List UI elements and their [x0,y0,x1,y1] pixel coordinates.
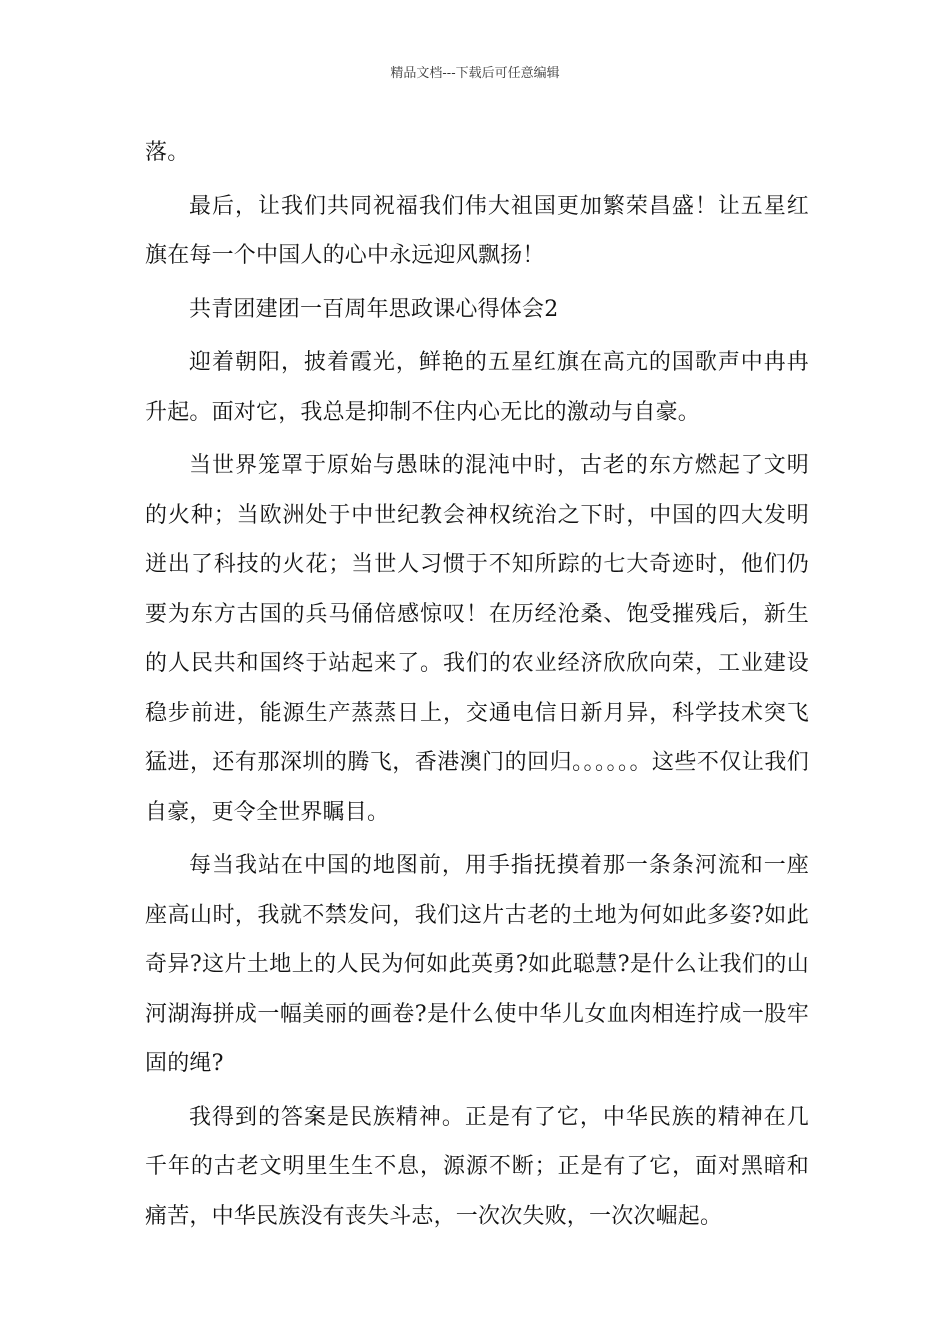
paragraph: 落。 [145,140,190,165]
paragraph: 我得到的答案是民族精神。正是有了它，中华民族的精神在几千年的古老文明里生生不息，源源不断；正是有了它，面对黑暗和痛苦，中华民族没有丧失斗志，一次次失败，一次次崛起。 [145,1104,809,1229]
section-title: 共青团建团一百周年思政课心得体会2 [189,296,559,322]
page-header: 精品文档---下载后可任意编辑 [390,66,560,81]
paragraph: 每当我站在中国的地图前，用手指抚摸着那一条条河流和一座座高山时，我就不禁发问，我们这片古老的土地为何如此多姿?如此奇异?这片土地上的人民为何如此英勇?如此聪慧?是什么让我们的山河湖海拼成一幅美丽的画卷?是什么使中华儿女血肉相连拧成一股牢固的绳? [145,853,809,1076]
paragraph: 最后，让我们共同祝福我们伟大祖国更加繁荣昌盛！让五星红旗在每一个中国人的心中永远迎风飘扬！ [145,193,809,268]
paragraph: 迎着朝阳，披着霞光，鲜艳的五星红旗在高亢的国歌声中冉冉升起。面对它，我总是抑制不住内心无比的激动与自豪。 [145,350,809,425]
paragraph: 当世界笼罩于原始与愚昧的混沌中时，古老的东方燃起了文明的火种；当欧洲处于中世纪教会神权统治之下时，中国的四大发明迸出了科技的火花；当世人习惯于不知所踪的七大奇迹时，他们仍要为东方古国的兵马俑倍感惊叹！在历经沧桑、饱受摧残后，新生的人民共和国终于站起来了。我们的农业经济欣欣向荣，工业建设稳步前进，能源生产蒸蒸日上，交通电信日新月异，科学技术突飞猛进，还有那深圳的腾飞，香港澳门的回归。。。。。。这些不仅让我们自豪，更令全世界瞩目。 [145,453,809,825]
document-body [145,128,809,1245]
